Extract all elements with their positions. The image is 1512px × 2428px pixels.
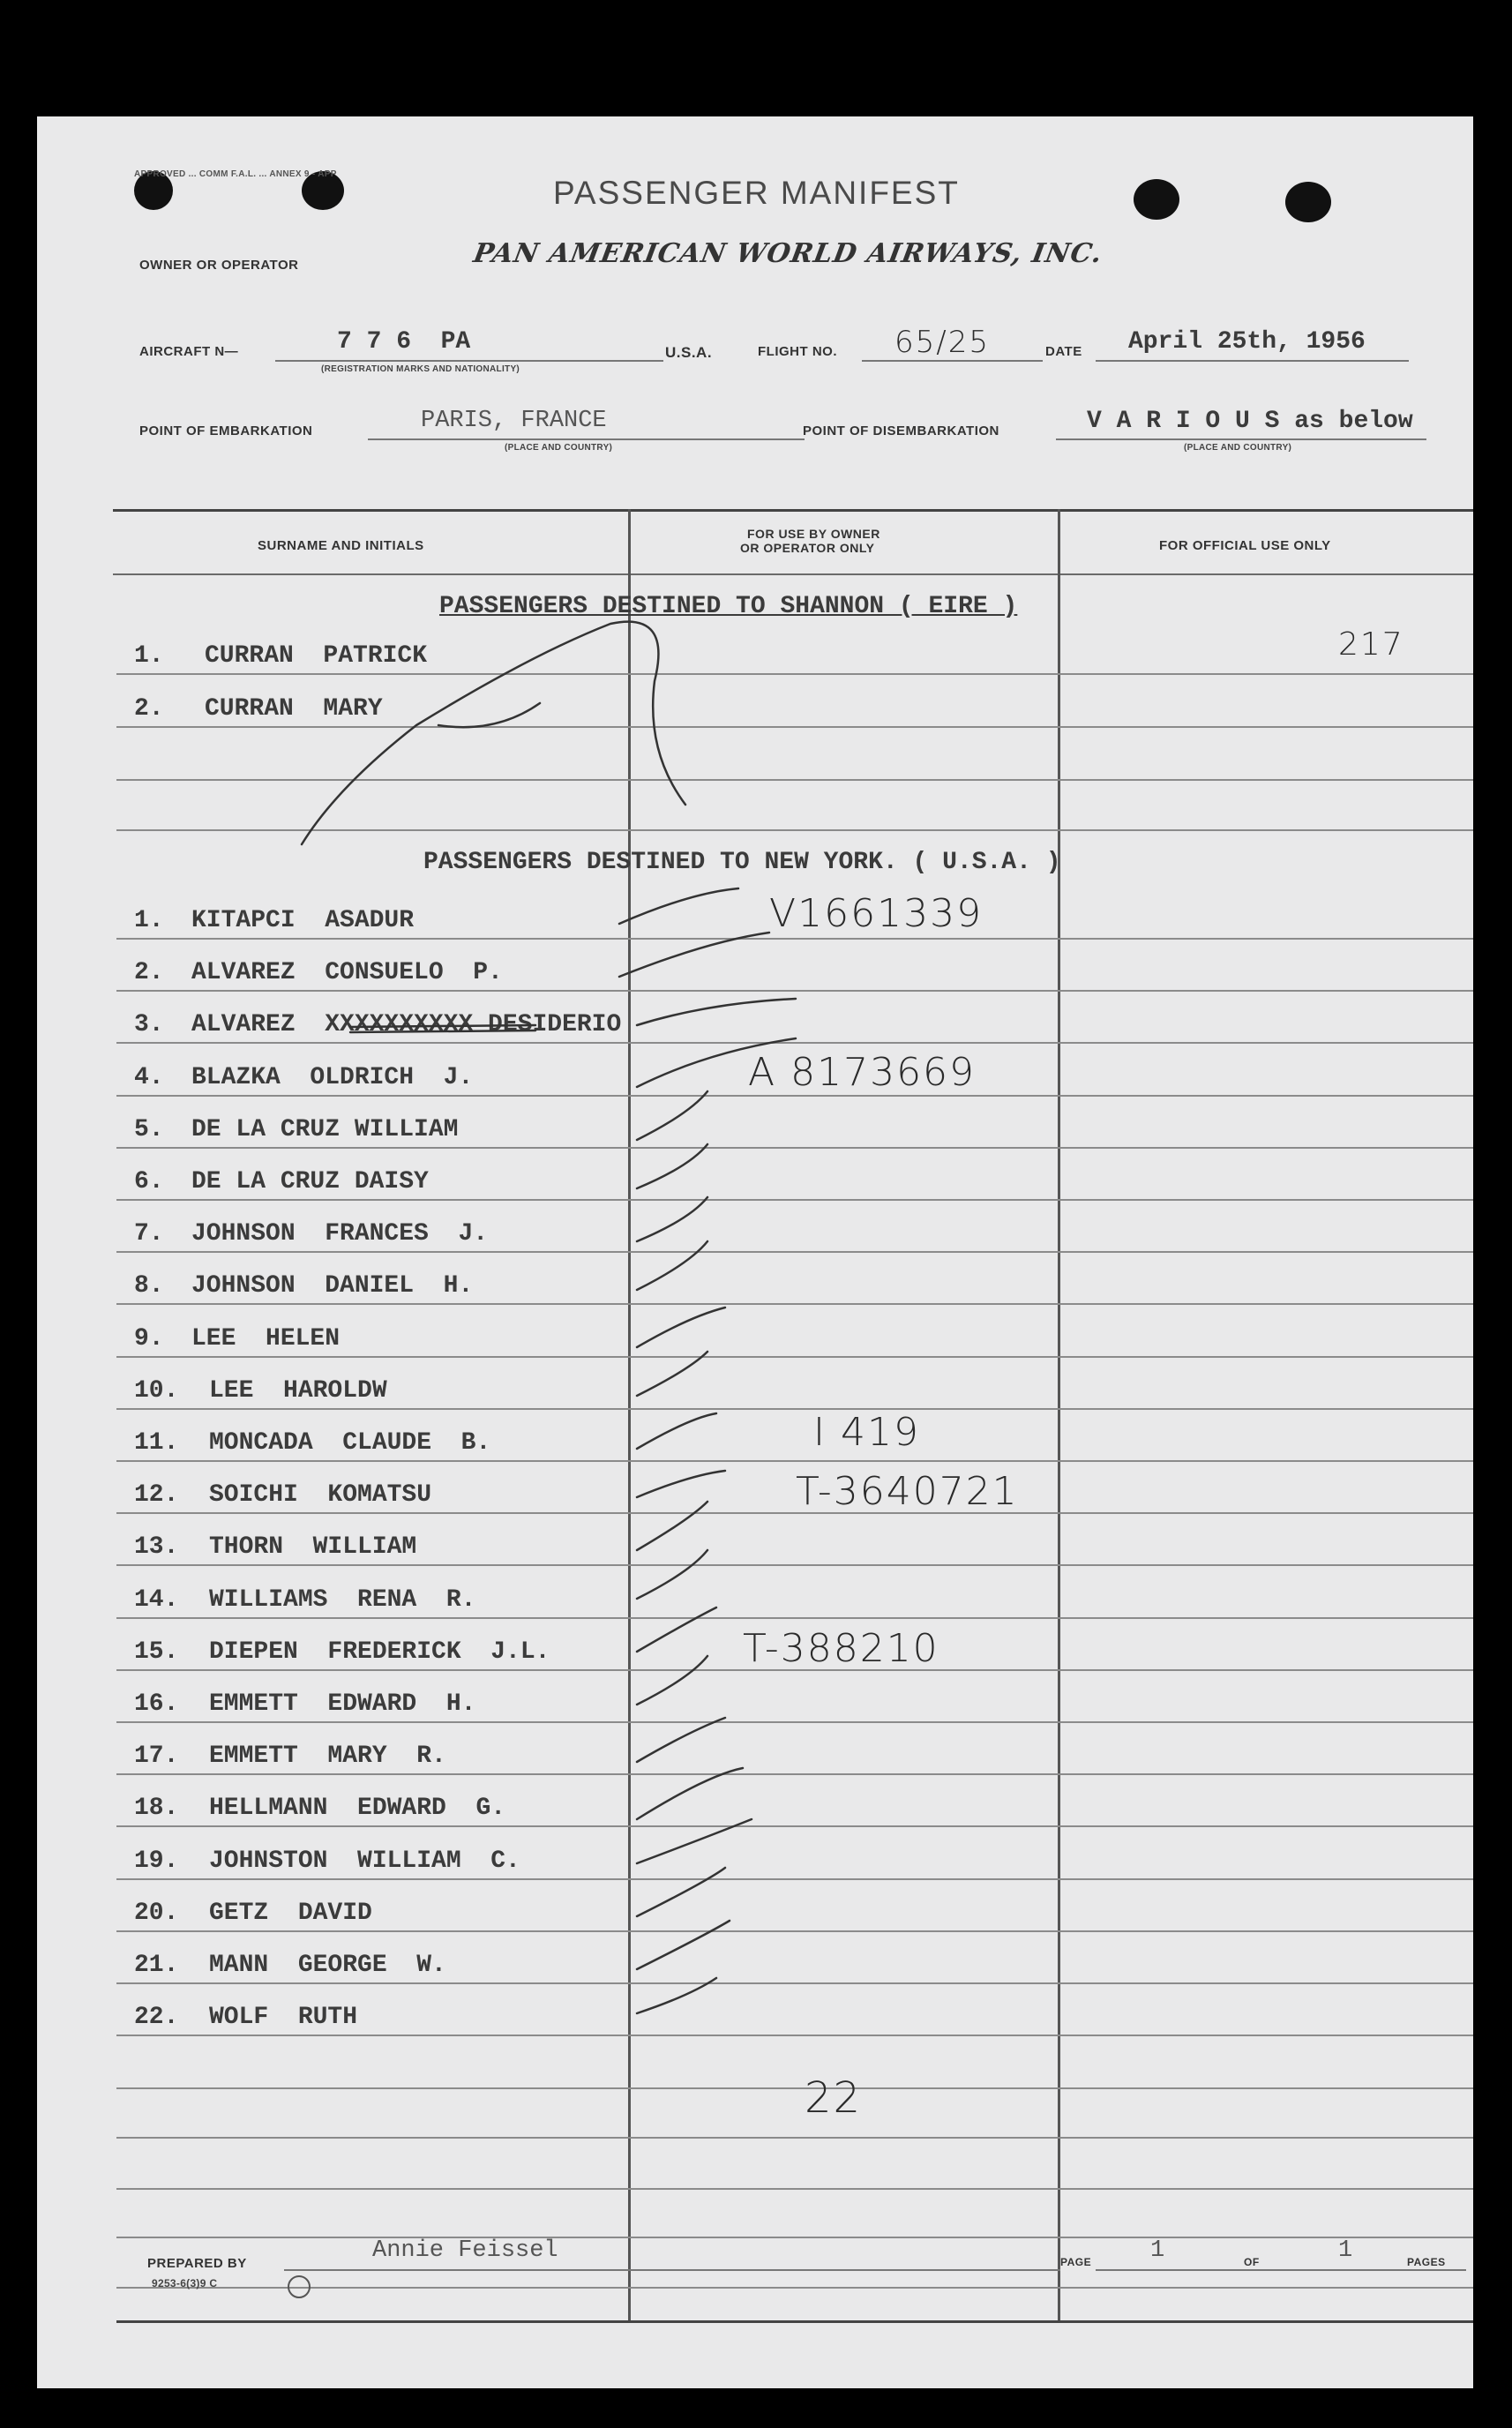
- row-number: 12.: [134, 1481, 179, 1510]
- row-number: 11.: [134, 1429, 179, 1457]
- disembark-sub: (PLACE AND COUNTRY): [1184, 443, 1292, 453]
- row-number: 4.: [134, 1063, 164, 1091]
- approval-stamp: APPROVED ... COMM F.A.L. ... ANNEX 9 - APP: [134, 169, 337, 179]
- passenger-name: DIEPEN FREDERICK J.L.: [209, 1637, 550, 1666]
- embark-value: PARIS, FRANCE: [421, 408, 607, 434]
- tick-mark: [637, 1197, 707, 1241]
- row-number: 7.: [134, 1220, 164, 1248]
- manifest-sheet: [37, 116, 1473, 2388]
- row-number: 10.: [134, 1376, 179, 1405]
- shannon-flourish: [302, 622, 685, 844]
- tick-mark: [637, 1091, 707, 1140]
- row-number: 21.: [134, 1952, 179, 1979]
- aircraft-value: 7 7 6 PA: [337, 328, 471, 356]
- union-bug-icon: [288, 2275, 311, 2298]
- row-number: 15.: [134, 1637, 179, 1666]
- tick-mark: [637, 1607, 716, 1652]
- page-label: PAGE: [1060, 2256, 1092, 2268]
- official-note-217: 217: [1338, 626, 1404, 663]
- strike-through: [350, 1025, 535, 1032]
- disembark-label: POINT OF DISEMBARKATION: [803, 423, 999, 438]
- passenger-name: KITAPCI ASADUR: [191, 907, 415, 934]
- passenger-name: JOHNSON DANIEL H.: [191, 1272, 474, 1300]
- page-value: 1: [1150, 2237, 1165, 2264]
- pen-marks: [37, 116, 1473, 2388]
- tick-mark: [637, 1550, 707, 1599]
- airline-name: PAN AMERICAN WORLD AIRWAYS, INC.: [470, 238, 1105, 269]
- row-number: 6.: [134, 1168, 164, 1195]
- row-number: 20.: [134, 1899, 179, 1927]
- col-header-surname: SURNAME AND INITIALS: [258, 538, 424, 553]
- passenger-name: DE LA CRUZ DAISY: [191, 1168, 429, 1195]
- of-label: OF: [1244, 2256, 1260, 2268]
- passenger-name: LEE HAROLDW: [209, 1376, 387, 1405]
- row-number: 17.: [134, 1742, 179, 1771]
- passport-note: T-3640721: [796, 1469, 1019, 1515]
- tick-mark: [637, 1978, 716, 2013]
- row-number: 18.: [134, 1795, 179, 1823]
- tick-mark: [619, 933, 769, 977]
- tick-mark: [637, 1308, 725, 1347]
- tick-mark: [637, 1768, 743, 1819]
- tick-mark: [637, 1502, 707, 1550]
- date-value: April 25th, 1956: [1128, 328, 1366, 356]
- passenger-name: JOHNSTON WILLIAM C.: [209, 1847, 520, 1875]
- tick-mark: [637, 999, 796, 1025]
- passenger-name: CURRAN PATRICK: [205, 642, 428, 670]
- passenger-name: SOICHI KOMATSU: [209, 1481, 432, 1510]
- tick-mark: [619, 888, 738, 924]
- passport-note: I 419: [813, 1410, 920, 1455]
- disembark-value: V A R I O U S as below: [1087, 408, 1413, 435]
- passenger-name: JOHNSON FRANCES J.: [191, 1220, 489, 1248]
- flight-value: 65/25: [894, 325, 990, 360]
- row-number: 13.: [134, 1533, 179, 1562]
- row-number: 16.: [134, 1690, 179, 1718]
- col-header-owner-1: FOR USE BY OWNER: [747, 527, 880, 541]
- tick-mark: [637, 1471, 725, 1497]
- of-value: 1: [1338, 2237, 1353, 2264]
- passenger-name: MONCADA CLAUDE B.: [209, 1429, 491, 1457]
- passenger-name: HELLMANN EDWARD G.: [209, 1795, 506, 1823]
- tick-mark: [637, 1819, 752, 1863]
- tick-mark: [637, 1241, 707, 1290]
- passenger-name: EMMETT MARY R.: [209, 1742, 446, 1771]
- handwritten-total: 22: [805, 2073, 863, 2123]
- row-number: 2.: [134, 959, 164, 987]
- form-title: PASSENGER MANIFEST: [553, 175, 960, 211]
- passenger-name: THORN WILLIAM: [209, 1533, 417, 1562]
- row-number: 8.: [134, 1272, 164, 1300]
- passenger-name: ALVAREZ XXXXXXXXXX DESIDERIO: [191, 1011, 622, 1039]
- aircraft-sub: (REGISTRATION MARKS AND NATIONALITY): [321, 364, 520, 374]
- passenger-name: MANN GEORGE W.: [209, 1952, 446, 1979]
- passport-note: V1661339: [769, 891, 984, 936]
- prepared-label: PREPARED BY: [147, 2256, 247, 2271]
- row-number: 3.: [134, 1011, 164, 1039]
- passenger-name: WILLIAMS RENA R.: [209, 1585, 476, 1614]
- tick-mark: [637, 1038, 796, 1087]
- passenger-name: BLAZKA OLDRICH J.: [191, 1063, 474, 1091]
- tick-mark: [637, 1718, 725, 1762]
- row-number: 1.: [134, 642, 164, 670]
- row-number: 22.: [134, 2004, 179, 2032]
- tick-mark: [637, 1868, 725, 1916]
- row-number: 9.: [134, 1324, 164, 1353]
- row-number: 1.: [134, 907, 164, 934]
- row-number: 2.: [134, 695, 164, 723]
- col-header-owner-2: OR OPERATOR ONLY: [740, 541, 875, 555]
- tick-mark: [637, 1144, 707, 1188]
- passenger-name: CURRAN MARY: [205, 695, 383, 723]
- tick-mark: [637, 1921, 730, 1969]
- row-number: 14.: [134, 1585, 179, 1614]
- tick-mark: [637, 1352, 707, 1396]
- section-heading-new-york: PASSENGERS DESTINED TO NEW YORK. ( U.S.A. ): [423, 849, 1061, 876]
- row-number: 19.: [134, 1847, 179, 1875]
- section-heading-shannon: PASSENGERS DESTINED TO SHANNON ( EIRE ): [439, 593, 1018, 620]
- passenger-name: ALVAREZ CONSUELO P.: [191, 959, 503, 987]
- passport-note: A 8173669: [748, 1049, 977, 1095]
- prepared-value: Annie Feissel: [372, 2237, 558, 2264]
- form-code: 9253-6(3)9 C: [152, 2277, 218, 2289]
- owner-label: OWNER OR OPERATOR: [139, 258, 299, 273]
- aircraft-label: AIRCRAFT N—: [139, 344, 239, 359]
- passenger-name: EMMETT EDWARD H.: [209, 1690, 476, 1718]
- row-number: 5.: [134, 1115, 164, 1143]
- date-label: DATE: [1045, 344, 1082, 359]
- embark-sub: (PLACE AND COUNTRY): [505, 443, 613, 453]
- pages-label: PAGES: [1407, 2256, 1446, 2268]
- passenger-name: LEE HELEN: [191, 1324, 341, 1353]
- passenger-name: GETZ DAVID: [209, 1899, 372, 1927]
- passport-note: T-388210: [743, 1625, 939, 1671]
- flight-label: FLIGHT NO.: [758, 344, 837, 359]
- usa-label: U.S.A.: [665, 344, 713, 361]
- passenger-name: WOLF RUTH: [209, 2004, 358, 2032]
- tick-mark: [637, 1413, 716, 1449]
- passenger-name: DE LA CRUZ WILLIAM: [191, 1115, 459, 1143]
- col-header-official: FOR OFFICIAL USE ONLY: [1159, 538, 1331, 553]
- tick-mark: [637, 1656, 707, 1705]
- embark-label: POINT OF EMBARKATION: [139, 423, 313, 438]
